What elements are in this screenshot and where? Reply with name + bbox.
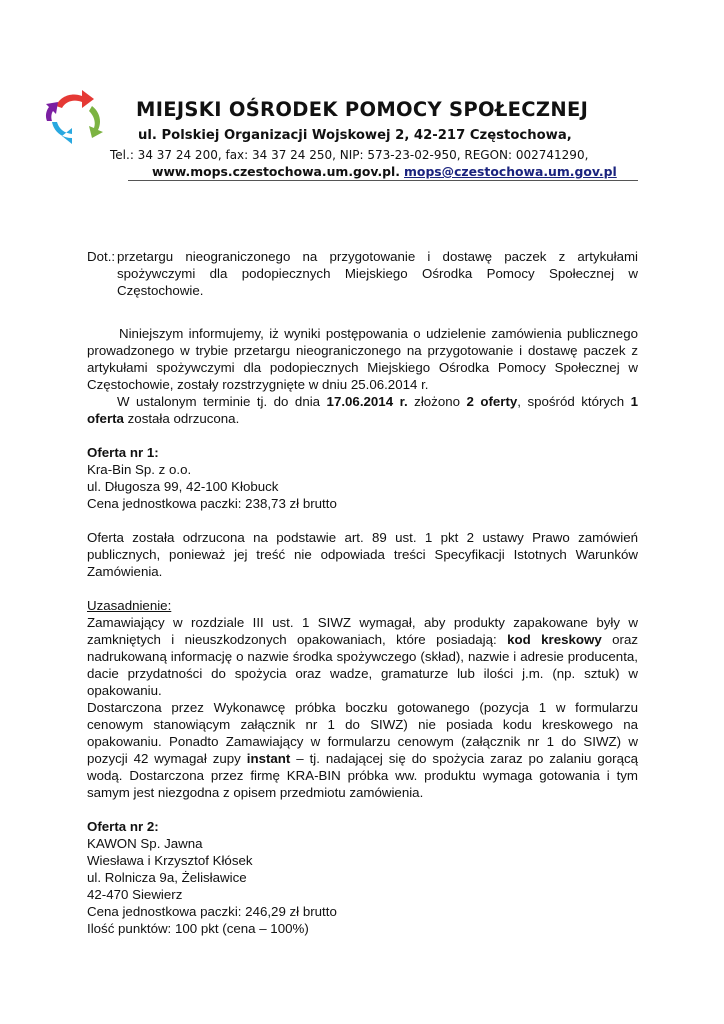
offer-2-street: ul. Rolnicza 9a, Żelisławice bbox=[87, 870, 247, 885]
justification bbox=[87, 597, 638, 801]
letterhead bbox=[0, 0, 724, 185]
offer-2 bbox=[87, 818, 638, 937]
offer-1-price: Cena jednostkowa paczki: 238,73 zł brutto bbox=[87, 496, 337, 511]
offer-1 bbox=[87, 444, 638, 512]
offer-2-heading: Oferta nr 2: bbox=[87, 819, 159, 834]
mops-logo-icon bbox=[42, 84, 108, 146]
email-link[interactable]: mops@czestochowa.um.gov.pl bbox=[404, 164, 617, 179]
organization-contacts: Tel.: 34 37 24 200, fax: 34 37 24 250, NIP: 573-23-02-950, REGON: 002741290, bbox=[110, 148, 589, 162]
offer-1-company: Kra-Bin Sp. z o.o. bbox=[87, 462, 192, 477]
organization-address: ul. Polskiej Organizacji Wojskowej 2, 42-217 Częstochowa, bbox=[138, 128, 572, 143]
offer-2-points: Ilość punktów: 100 pkt (cena – 100%) bbox=[87, 921, 309, 936]
website-link[interactable]: www.mops.czestochowa.um.gov.pl. bbox=[152, 164, 401, 179]
subject-text: przetargu nieograniczonego na przygotowanie i dostawę paczek z artykułami spożywczymi dla podopiecznych Miejskiego Ośrodka Pomocy Społecznej w Częstochowie. bbox=[117, 249, 638, 298]
intro-paragraph: Niniejszym informujemy, iż wyniki postępowania o udzielenie zamówienia publicznego prowadzonego w trybie przetargu nieograniczonego na przygotowanie i dostawę paczek z artykułami spożywczymi dla podopiecznych Miejskiego Ośrodka Pomocy Społecznej w Częstochowie, zostały rozstrzygnięte w dniu 25.06.2014 r. bbox=[87, 326, 638, 392]
organization-name: MIEJSKI OŚRODEK POMOCY SPOŁECZNEJ bbox=[136, 98, 589, 121]
offer-2-city: 42-470 Siewierz bbox=[87, 887, 183, 902]
offer-1-heading: Oferta nr 1: bbox=[87, 445, 159, 460]
offer-2-price: Cena jednostkowa paczki: 246,29 zł brutto bbox=[87, 904, 337, 919]
letter-body bbox=[87, 248, 638, 937]
justification-paragraph-2: Dostarczona przez Wykonawcę próbka boczku gotowanego (pozycja 1 w formularzu cenowym stanowiącym załącznik nr 1 do SIWZ) nie posiada kodu kreskowego na opakowaniu. Ponadto Zamawiający w formularzu cenowym (załącznik nr 1 do SIWZ) w pozycji 42 wymagał zupy instant – tj. nadającej się do spożycia zaraz po zalaniu gorącą wodą. Dostarczona przez firmę KRA-BIN próbka ww. produktu wymaga gotowania i tym samym jest niezgodna z opisem przedmiotu zamówienia. bbox=[87, 700, 639, 800]
subject-line bbox=[87, 248, 638, 299]
organization-web-line bbox=[152, 164, 617, 179]
offer-1-rejection: Oferta została odrzucona na podstawie art. 89 ust. 1 pkt 2 ustawy Prawo zamówień publicznych, ponieważ jej treść nie odpowiada treści Specyfikacji Istotnych Warunków Zamówienia. bbox=[87, 530, 638, 579]
justification-heading: Uzasadnienie: bbox=[87, 598, 172, 613]
justification-paragraph-1: Zamawiający w rozdziale III ust. 1 SIWZ wymagał, aby produkty zapakowane były w zamkniętych i nieuszkodzonych opakowaniach, które posiadają: kod kreskowy oraz nadrukowaną informację o nazwie środka spożywczego (skład), nazwie i adresie producenta, dacie przydatności do spożycia oraz wadze, gramaturze lub ilości j.m. (np. sztuk) w opakowaniu. bbox=[87, 615, 639, 698]
offer-2-owners: Wiesława i Krzysztof Kłósek bbox=[87, 853, 253, 868]
offer-2-company: KAWON Sp. Jawna bbox=[87, 836, 203, 851]
submission-summary: W ustalonym terminie tj. do dnia 17.06.2014 r. złożono 2 oferty, spośród których 1 oferta została odrzucona. bbox=[87, 394, 638, 426]
header-divider bbox=[128, 180, 638, 181]
offer-1-address: ul. Długosza 99, 42-100 Kłobuck bbox=[87, 479, 279, 494]
subject-label: Dot.: bbox=[87, 249, 116, 264]
